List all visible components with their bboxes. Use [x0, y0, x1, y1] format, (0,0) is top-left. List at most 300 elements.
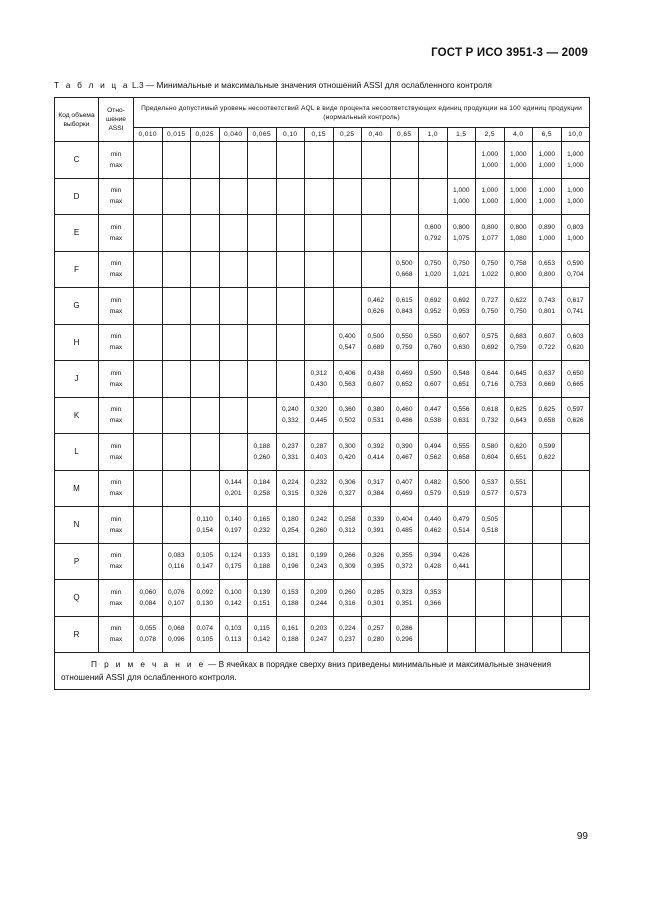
value-min: 1,000 — [538, 150, 555, 158]
value-cell — [390, 543, 419, 580]
sample-size-code: E — [55, 215, 99, 252]
ratio-min-label: min — [110, 588, 122, 596]
value-min: 0,353 — [424, 588, 441, 596]
value-max: 0,309 — [338, 563, 356, 571]
value-cell — [248, 397, 277, 434]
value-min: 0,590 — [424, 369, 441, 377]
value-max: 1,000 — [481, 198, 498, 206]
value-cell — [305, 251, 334, 288]
value-cell — [390, 507, 419, 544]
value-min: 0,607 — [538, 333, 555, 341]
value-cell — [476, 288, 505, 325]
value-cell — [219, 288, 248, 325]
value-max: 1,020 — [424, 271, 441, 279]
value-cell — [333, 142, 362, 179]
value-cell — [561, 361, 590, 398]
value-cell — [276, 616, 305, 653]
value-min: 0,550 — [424, 333, 441, 341]
value-cell — [390, 178, 419, 215]
value-max: 0,631 — [452, 417, 470, 425]
value-min: 0,653 — [538, 260, 555, 268]
value-cell — [191, 288, 220, 325]
value-cell — [533, 543, 562, 580]
value-max: 0,315 — [281, 490, 299, 498]
value-max: 0,577 — [481, 490, 498, 498]
value-max: 0,196 — [281, 563, 299, 571]
value-min: 0,575 — [481, 333, 498, 341]
value-max: 0,953 — [452, 307, 470, 315]
ratio-max-label: max — [109, 417, 123, 425]
value-cell — [219, 580, 248, 617]
value-cell — [333, 324, 362, 361]
value-min: 0,406 — [338, 369, 356, 377]
table-row — [55, 251, 590, 288]
table-row — [55, 543, 590, 580]
value-min: 0,306 — [338, 479, 356, 487]
aql-header-row — [55, 128, 590, 142]
value-min: 0,494 — [424, 442, 441, 450]
value-max: 1,000 — [538, 161, 555, 169]
value-max: 0,658 — [452, 453, 470, 461]
value-cell — [162, 434, 191, 471]
value-min: 0,727 — [481, 296, 498, 304]
value-cell — [419, 215, 448, 252]
value-max: 0,800 — [509, 271, 527, 279]
value-max: 0,622 — [538, 453, 555, 461]
value-cell — [305, 543, 334, 580]
ratio-min-label: min — [110, 625, 122, 633]
value-cell — [276, 215, 305, 252]
value-cell — [276, 361, 305, 398]
value-cell — [533, 616, 562, 653]
value-max: 0,188 — [281, 599, 299, 607]
ratio-label-cell — [99, 470, 134, 507]
value-max: 0,562 — [424, 453, 441, 461]
ratio-label-cell — [99, 324, 134, 361]
value-max: 0,244 — [310, 599, 327, 607]
value-max: 0,237 — [338, 636, 356, 644]
value-cell — [134, 142, 163, 179]
aql-header-cell: 0,010 — [134, 128, 163, 142]
value-cell — [248, 361, 277, 398]
table-row — [55, 470, 590, 507]
value-cell — [134, 178, 163, 215]
value-max: 0,441 — [452, 563, 470, 571]
value-min: 0,482 — [424, 479, 441, 487]
value-max: 0,620 — [567, 344, 584, 352]
value-cell — [362, 543, 391, 580]
value-min: 0,800 — [481, 223, 498, 231]
value-min: 0,600 — [424, 223, 441, 231]
value-min: 0,800 — [509, 223, 527, 231]
aql-header-cell: 0,15 — [305, 128, 334, 142]
aql-header-cell: 0,025 — [191, 128, 220, 142]
value-cell — [191, 215, 220, 252]
aql-header-cell: 10,0 — [561, 128, 590, 142]
value-min: 0,242 — [310, 515, 327, 523]
value-min: 0,750 — [424, 260, 441, 268]
value-min: 0,355 — [395, 552, 413, 560]
value-min: 0,548 — [452, 369, 470, 377]
value-cell — [447, 215, 476, 252]
value-cell — [561, 434, 590, 471]
ratio-label-cell — [99, 507, 134, 544]
value-cell — [333, 507, 362, 544]
value-max: 0,604 — [481, 453, 498, 461]
ratio-min-label: min — [110, 187, 122, 195]
value-min: 0,537 — [481, 479, 498, 487]
value-cell — [219, 543, 248, 580]
value-cell — [219, 324, 248, 361]
value-max: 0,652 — [395, 380, 413, 388]
value-cell — [476, 251, 505, 288]
value-min: 1,000 — [481, 187, 498, 195]
aql-header-cell: 0,25 — [333, 128, 362, 142]
value-max: 0,732 — [481, 417, 498, 425]
table-row — [55, 288, 590, 325]
value-max: 0,692 — [481, 344, 498, 352]
value-cell — [191, 397, 220, 434]
value-min: 0,260 — [338, 588, 356, 596]
value-cell — [447, 507, 476, 544]
table-row — [55, 324, 590, 361]
value-cell — [333, 288, 362, 325]
value-cell — [276, 142, 305, 179]
value-max: 0,403 — [310, 453, 327, 461]
value-cell — [504, 215, 533, 252]
value-max: 1,000 — [509, 161, 527, 169]
value-cell — [362, 288, 391, 325]
value-min: 0,326 — [367, 552, 384, 560]
value-max: 0,547 — [338, 344, 356, 352]
value-cell — [447, 470, 476, 507]
value-min: 0,555 — [452, 442, 470, 450]
ratio-min-label: min — [110, 479, 122, 487]
value-max: 0,531 — [367, 417, 384, 425]
table-caption — [54, 80, 492, 90]
ratio-label-cell — [99, 288, 134, 325]
value-cell — [504, 434, 533, 471]
value-max: 0,414 — [367, 453, 384, 461]
table-row — [55, 178, 590, 215]
ratio-min-label: min — [110, 150, 122, 158]
value-max: 1,000 — [567, 234, 584, 242]
value-cell — [447, 580, 476, 617]
value-min: 1,000 — [509, 187, 527, 195]
value-cell — [561, 397, 590, 434]
value-cell — [504, 288, 533, 325]
value-cell — [333, 361, 362, 398]
value-max: 0,573 — [509, 490, 527, 498]
value-cell — [419, 324, 448, 361]
value-cell — [447, 361, 476, 398]
value-min: 1,000 — [567, 187, 584, 195]
value-cell — [219, 178, 248, 215]
sample-size-code: L — [55, 434, 99, 471]
value-cell — [219, 434, 248, 471]
value-max: 0,563 — [338, 380, 356, 388]
value-cell — [419, 507, 448, 544]
value-max: 0,312 — [338, 526, 356, 534]
ratio-label-cell — [99, 580, 134, 617]
ratio-max-label: max — [109, 198, 123, 206]
value-cell — [333, 215, 362, 252]
value-cell — [533, 215, 562, 252]
value-max: 0,792 — [424, 234, 441, 242]
value-cell — [134, 251, 163, 288]
ratio-min-label: min — [110, 406, 122, 414]
value-min: 0,625 — [509, 406, 527, 414]
value-cell — [476, 178, 505, 215]
value-max: 1,021 — [452, 271, 470, 279]
value-min: 0,184 — [253, 479, 270, 487]
value-cell — [276, 470, 305, 507]
value-cell — [191, 251, 220, 288]
value-cell — [447, 397, 476, 434]
value-max: 0,630 — [452, 344, 470, 352]
value-min: 0,161 — [281, 625, 299, 633]
value-cell — [390, 397, 419, 434]
sample-size-code: H — [55, 324, 99, 361]
value-max: 1,000 — [452, 198, 470, 206]
value-cell — [248, 288, 277, 325]
value-cell — [191, 434, 220, 471]
value-max: 0,626 — [367, 307, 384, 315]
value-cell — [561, 507, 590, 544]
value-cell — [162, 397, 191, 434]
value-max: 0,247 — [310, 636, 327, 644]
value-cell — [447, 616, 476, 653]
value-max: 0,669 — [538, 380, 555, 388]
value-max: 0,518 — [481, 526, 498, 534]
value-min: 0,462 — [367, 296, 384, 304]
value-cell — [561, 470, 590, 507]
value-min: 0,060 — [139, 588, 156, 596]
ratio-max-label: max — [109, 599, 123, 607]
value-max: 0,258 — [253, 490, 270, 498]
value-cell — [162, 142, 191, 179]
value-cell — [276, 324, 305, 361]
note-label: П р и м е ч а н и е — [91, 658, 206, 669]
value-cell — [504, 324, 533, 361]
value-min: 1,000 — [509, 150, 527, 158]
value-max: 1,077 — [481, 234, 498, 242]
aql-header-cell: 0,65 — [390, 128, 419, 142]
value-min: 0,479 — [452, 515, 470, 523]
value-cell — [561, 142, 590, 179]
value-min: 0,224 — [281, 479, 299, 487]
value-cell — [504, 178, 533, 215]
value-cell — [476, 324, 505, 361]
note-text: — В ячейках в порядке сверху вниз приведены минимальные и максимальные значения отношений ASSI для ослабленного контроля. — [61, 658, 552, 682]
value-cell — [362, 470, 391, 507]
value-cell — [134, 397, 163, 434]
value-min: 0,618 — [481, 406, 498, 414]
value-cell — [276, 397, 305, 434]
value-cell — [162, 543, 191, 580]
value-cell — [533, 251, 562, 288]
value-max: 0,197 — [224, 526, 242, 534]
value-cell — [561, 251, 590, 288]
value-max: 0,952 — [424, 307, 441, 315]
value-cell — [305, 580, 334, 617]
value-cell — [362, 434, 391, 471]
value-cell — [390, 215, 419, 252]
value-max: 0,105 — [196, 636, 213, 644]
value-max: 0,147 — [196, 563, 213, 571]
value-min: 0,074 — [196, 625, 213, 633]
value-cell — [134, 288, 163, 325]
value-cell — [276, 543, 305, 580]
value-max: 0,130 — [196, 599, 213, 607]
value-cell — [305, 142, 334, 179]
value-cell — [419, 361, 448, 398]
value-max: 0,096 — [167, 636, 185, 644]
value-min: 0,692 — [424, 296, 441, 304]
ratio-min-label: min — [110, 552, 122, 560]
value-cell — [419, 142, 448, 179]
value-max: 0,750 — [481, 307, 498, 315]
value-cell — [219, 397, 248, 434]
value-max: 0,331 — [281, 453, 299, 461]
value-cell — [134, 543, 163, 580]
table-row — [55, 580, 590, 617]
value-min: 0,209 — [310, 588, 327, 596]
value-cell — [390, 251, 419, 288]
value-cell — [191, 543, 220, 580]
value-min: 0,505 — [481, 515, 498, 523]
value-cell — [333, 543, 362, 580]
value-min: 0,237 — [281, 442, 299, 450]
value-max: 0,502 — [338, 417, 356, 425]
value-cell — [476, 616, 505, 653]
value-cell — [561, 178, 590, 215]
value-min: 0,447 — [424, 406, 441, 414]
value-max: 0,843 — [395, 307, 413, 315]
value-max: 0,651 — [452, 380, 470, 388]
value-min: 0,055 — [139, 625, 156, 633]
value-cell — [476, 470, 505, 507]
value-cell — [191, 142, 220, 179]
value-cell — [162, 288, 191, 325]
value-cell — [362, 178, 391, 215]
value-cell — [134, 215, 163, 252]
value-cell — [191, 178, 220, 215]
value-min: 0,622 — [509, 296, 527, 304]
value-max: 0,607 — [367, 380, 384, 388]
value-cell — [419, 616, 448, 653]
value-max: 0,142 — [253, 636, 270, 644]
value-min: 0,286 — [395, 625, 413, 633]
value-cell — [248, 580, 277, 617]
value-max: 0,800 — [538, 271, 555, 279]
value-cell — [305, 324, 334, 361]
value-min: 0,426 — [452, 552, 470, 560]
value-max: 0,175 — [224, 563, 242, 571]
value-cell — [447, 142, 476, 179]
value-min: 0,683 — [509, 333, 527, 341]
value-cell — [476, 397, 505, 434]
value-cell — [162, 470, 191, 507]
value-max: 0,327 — [338, 490, 356, 498]
value-max: 0,332 — [281, 417, 299, 425]
value-max: 1,000 — [567, 198, 584, 206]
ratio-min-label: min — [110, 442, 122, 450]
value-min: 0,438 — [367, 369, 384, 377]
value-cell — [390, 288, 419, 325]
aql-header-cell: 6,5 — [533, 128, 562, 142]
value-cell — [476, 434, 505, 471]
value-max: 0,704 — [567, 271, 584, 279]
value-min: 0,650 — [567, 369, 584, 377]
value-max: 0,519 — [452, 490, 470, 498]
value-max: 0,151 — [253, 599, 270, 607]
value-min: 0,203 — [310, 625, 327, 633]
value-min: 1,000 — [481, 150, 498, 158]
table-row — [55, 397, 590, 434]
ratio-min-label: min — [110, 369, 122, 377]
value-min: 0,590 — [567, 260, 584, 268]
value-max: 1,000 — [509, 198, 527, 206]
value-max: 0,084 — [139, 599, 156, 607]
value-cell — [390, 142, 419, 179]
value-cell — [419, 178, 448, 215]
value-cell — [504, 543, 533, 580]
value-cell — [305, 616, 334, 653]
value-min: 0,550 — [395, 333, 413, 341]
value-cell — [561, 215, 590, 252]
value-min: 0,617 — [567, 296, 584, 304]
value-cell — [447, 324, 476, 361]
table-row — [55, 434, 590, 471]
value-max: 0,142 — [224, 599, 242, 607]
value-min: 0,620 — [509, 442, 527, 450]
ratio-min-label: min — [110, 260, 122, 268]
value-cell — [476, 580, 505, 617]
value-cell — [476, 543, 505, 580]
value-cell — [219, 507, 248, 544]
ratio-min-label: min — [110, 515, 122, 523]
value-max: 0,366 — [424, 599, 441, 607]
value-min: 1,000 — [567, 150, 584, 158]
value-cell — [533, 288, 562, 325]
value-cell — [248, 470, 277, 507]
value-cell — [191, 580, 220, 617]
value-cell — [419, 543, 448, 580]
value-cell — [333, 251, 362, 288]
value-cell — [504, 616, 533, 653]
value-min: 0,597 — [567, 406, 584, 414]
value-cell — [476, 361, 505, 398]
value-cell — [305, 178, 334, 215]
value-min: 0,800 — [452, 223, 470, 231]
value-min: 0,750 — [452, 260, 470, 268]
ratio-label-cell — [99, 543, 134, 580]
sample-size-code: N — [55, 507, 99, 544]
value-max: 0,316 — [338, 599, 356, 607]
value-max: 0,113 — [225, 636, 242, 644]
value-min: 0,140 — [224, 515, 242, 523]
value-max: 1,075 — [452, 234, 470, 242]
ratio-label-cell — [99, 616, 134, 653]
value-cell — [533, 470, 562, 507]
value-cell — [561, 580, 590, 617]
value-cell — [248, 507, 277, 544]
caption-number: L.3 — [132, 80, 144, 90]
value-min: 0,743 — [538, 296, 555, 304]
value-cell — [248, 434, 277, 471]
value-min: 0,645 — [509, 369, 527, 377]
